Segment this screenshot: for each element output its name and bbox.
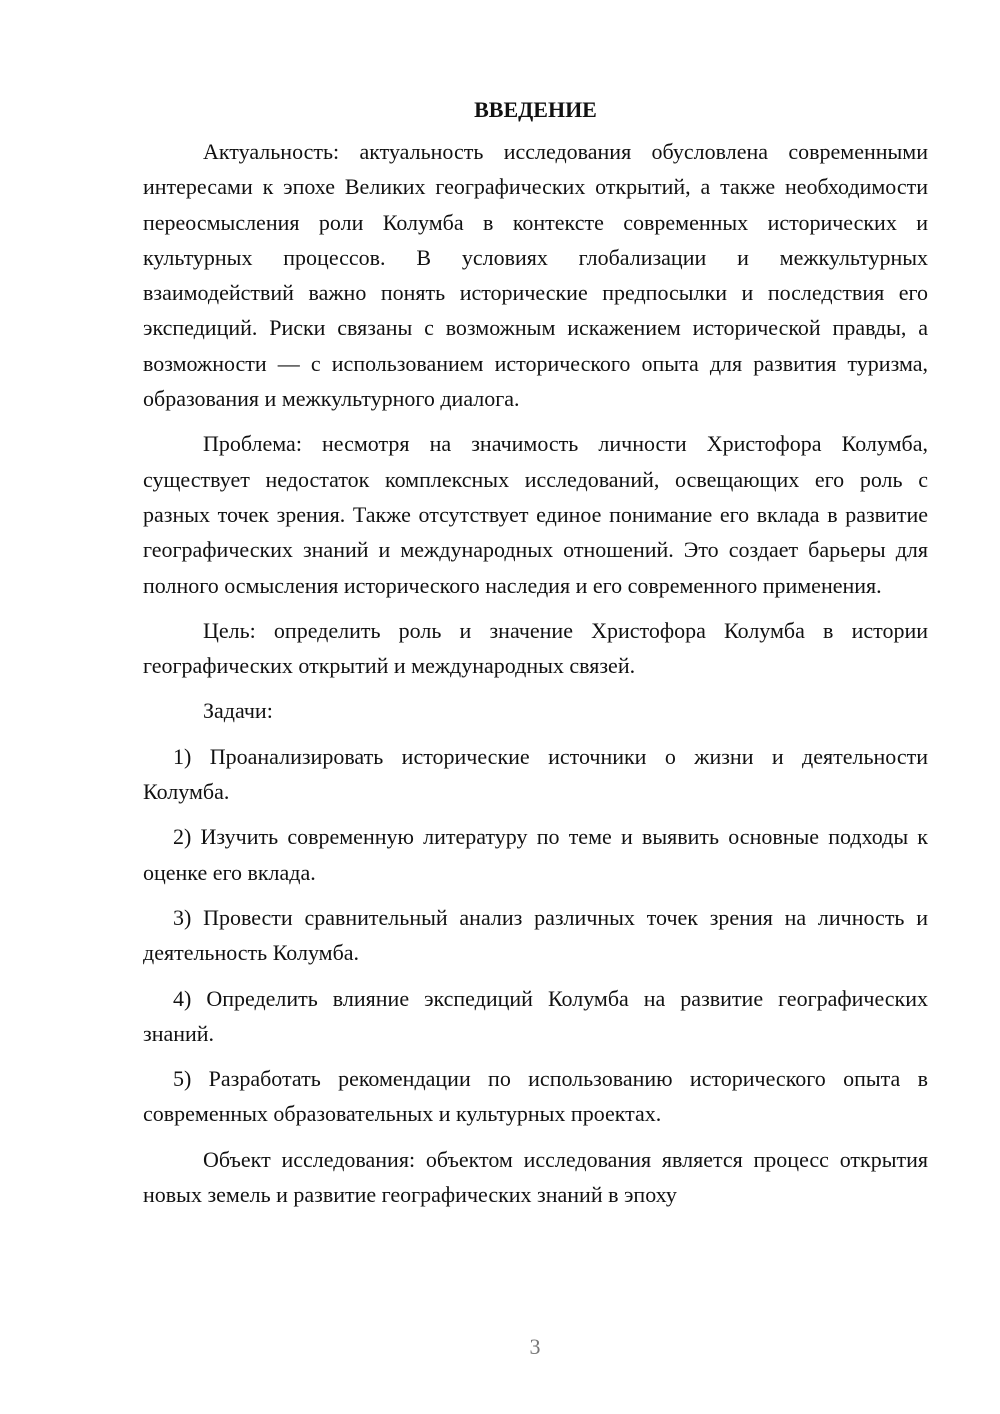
- paragraph-goal: Цель: определить роль и значение Христофора Колумба в истории географических открытий и международных связей.: [143, 617, 928, 679]
- task-item-2: 2) Изучить современную литературу по теме и выявить основные подходы к оценке его вклада.: [143, 824, 928, 885]
- paragraph-problem: Проблема: несмотря на значимость личности Христофора Колумба, существует недостаток комплексных исследований, освещающих его роль с разных точек зрения. Также отсутствует единое понимание его вклада в развитие географических знаний и международных отношений. Это создает барьеры для полного осмысления исторического наследия и его современного применения.: [143, 431, 928, 598]
- paragraph-tasks-label: Задачи:: [203, 698, 273, 724]
- document-page: [143, 92, 928, 1222]
- section-heading: ВВЕДЕНИЕ: [474, 97, 597, 122]
- task-item-3: 3) Провести сравнительный анализ различных точек зрения на личность и деятельность Колумба.: [143, 904, 928, 966]
- paragraph-object: Объект исследования: объектом исследования является процесс открытия новых земель и развитие географических знаний в эпоху: [143, 1146, 928, 1208]
- task-item-5: 5) Разработать рекомендации по использованию исторического опыта в современных образовательных и культурных проектах.: [143, 1066, 928, 1127]
- task-item-1: 1) Проанализировать исторические источники о жизни и деятельности Колумба.: [143, 743, 928, 805]
- task-item-4: 4) Определить влияние экспедиций Колумба на развитие географических знаний.: [143, 985, 928, 1046]
- page-number: 3: [529, 1334, 541, 1359]
- paragraph-relevance: Актуальность: актуальность исследования обусловлена современными интересами к эпохе Великих географических открытий, а также необходимости переосмысления роли Колумба в контексте современных исторических и культурных процессов. В условиях глобализации и межкультурных взаимодействий важно понять исторические предпосылки и последствия его экспедиций. Риски связаны с возможным искажением исторической правды, а возможности — с использованием исторического опыта для развития туризма, образования и межкультурного диалога.: [143, 139, 928, 412]
